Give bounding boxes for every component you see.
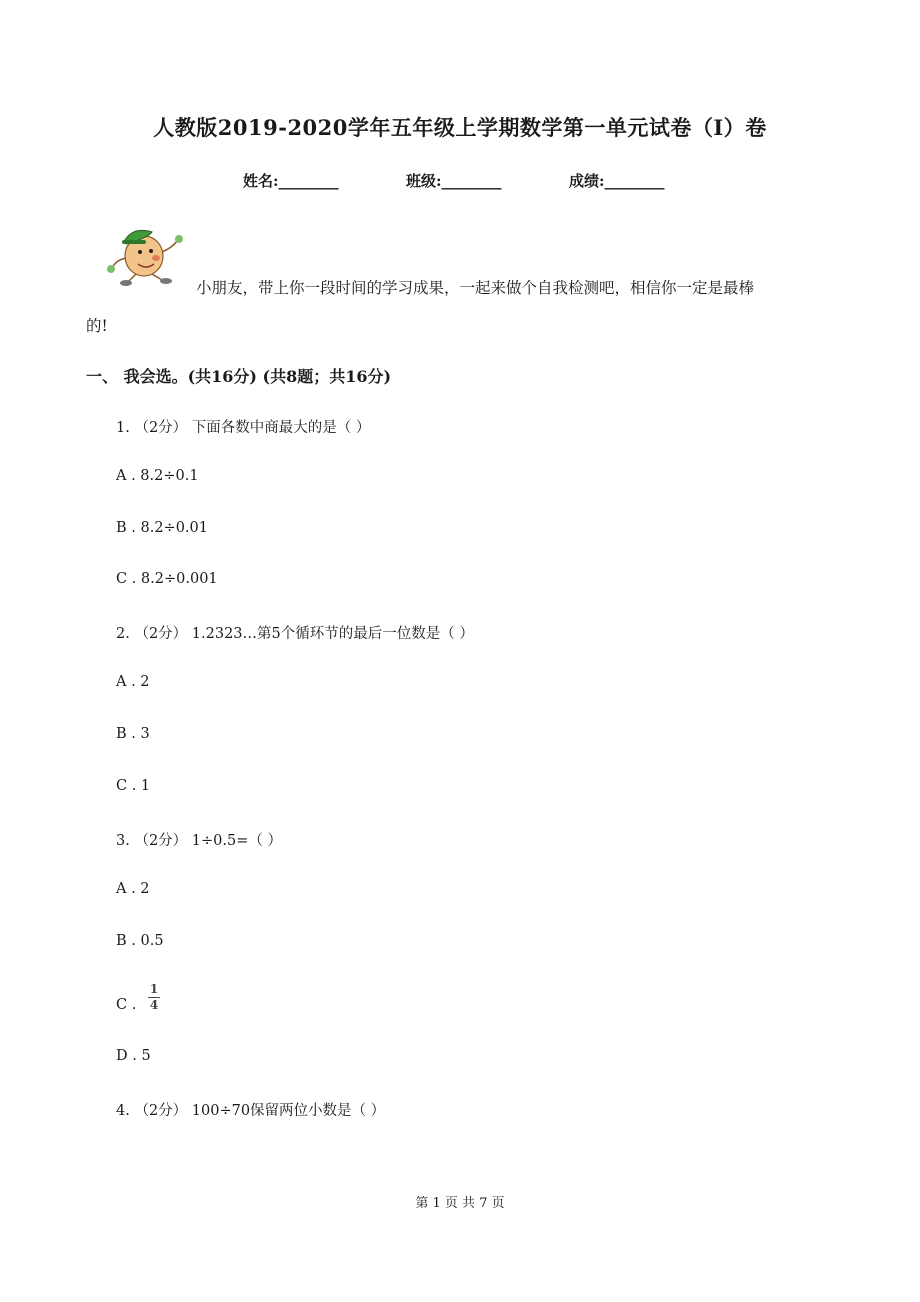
page-footer: 第 1 页 共 7 页	[415, 1196, 505, 1211]
question-option: C . 8.2÷0.001	[116, 571, 218, 587]
question-option: C . 1	[116, 778, 151, 794]
fraction-denominator: 4	[149, 998, 159, 1012]
question-stem: 4. （2分） 100÷70保留两位小数是（ ）	[116, 1103, 386, 1119]
question-option: D . 5	[116, 1048, 151, 1064]
section-heading: 一、 我会选。(共16分) (共8题；共16分)	[86, 367, 392, 386]
mascot-image	[104, 222, 186, 288]
question-stem: 2. （2分） 1.2323…第5个循环节的最后一位数是（ ）	[116, 626, 474, 642]
page-title: 人教版2019-2020学年五年级上学期数学第一单元试卷（I）卷	[153, 115, 767, 140]
question-option: B . 8.2÷0.01	[116, 520, 208, 536]
question-stem: 3. （2分） 1÷0.5=（ ）	[116, 833, 282, 849]
question-option: A . 8.2÷0.1	[116, 468, 199, 484]
score-field: 成绩:________	[569, 172, 665, 190]
question-option: A . 2	[116, 674, 150, 690]
question-stem: 1. （2分） 下面各数中商最大的是（ ）	[116, 420, 371, 436]
question-option: A . 2	[116, 881, 150, 897]
class-field: 班级:________	[406, 172, 502, 190]
fraction-one-quarter	[146, 983, 162, 1012]
intro-text-line1: 小朋友，带上你一段时间的学习成果，一起来做个自我检测吧，相信你一定是最棒	[196, 279, 755, 297]
name-field: 姓名:________	[243, 172, 339, 190]
question-option: B . 3	[116, 726, 150, 742]
intro-text-line2: 的!	[86, 317, 108, 335]
fraction-numerator: 1	[149, 982, 159, 996]
question-option: B . 0.5	[116, 933, 164, 949]
question-option: C .	[116, 997, 137, 1013]
